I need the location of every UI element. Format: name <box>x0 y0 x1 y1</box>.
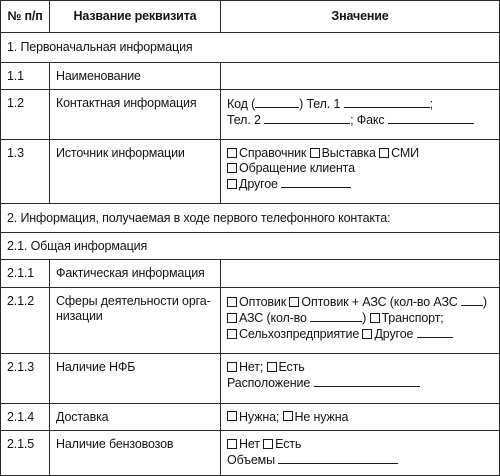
checkbox-other-activity[interactable] <box>362 329 372 339</box>
volume-label: Объемы <box>227 453 275 467</box>
label-yes: Есть <box>278 360 305 374</box>
table-header-row <box>1 1 500 33</box>
label-azs: АЗС (кол-во <box>239 311 307 325</box>
label-media: СМИ <box>391 146 419 160</box>
code-label: Код ( <box>227 97 256 111</box>
header-num: № п/п <box>1 1 50 33</box>
label-wholesaler: Оптовик <box>239 295 287 309</box>
code-close: ) <box>299 97 304 111</box>
row-num: 1.2 <box>7 96 24 110</box>
checkbox-media[interactable] <box>379 148 389 158</box>
volume-field[interactable] <box>278 452 398 464</box>
table-row-2-1-5 <box>1 431 500 476</box>
header-name: Название реквизита <box>50 1 221 33</box>
tel2-field[interactable] <box>264 112 350 124</box>
checkbox-wholesaler-azs[interactable] <box>289 297 299 307</box>
tel1-field[interactable] <box>344 96 430 108</box>
row-name-line-2: низации <box>56 309 103 323</box>
row-name: Фактическая информация <box>50 260 221 288</box>
row-num: 2.1.2 <box>7 294 35 308</box>
section-title-2: 2. Информация, получаемая в ходе первого телефонного контакта: <box>1 204 500 233</box>
checkbox-needed[interactable] <box>227 411 237 421</box>
label-client: Обращение клиента <box>239 161 355 175</box>
row-num: 1.1 <box>1 63 50 90</box>
label-transport: Транспорт; <box>381 311 444 325</box>
source-options <box>227 140 493 196</box>
row-num: 2.1.5 <box>7 437 35 451</box>
label-no: Нет <box>239 437 260 451</box>
checkbox-transport[interactable] <box>370 313 380 323</box>
label-exhibition: Выставка <box>321 146 376 160</box>
section-row-1 <box>1 33 500 63</box>
label-agri: Сельхозпредприятие <box>239 327 360 341</box>
checkbox-no[interactable] <box>227 439 237 449</box>
contact-fields <box>227 90 493 132</box>
row-value-empty[interactable] <box>221 63 500 90</box>
label-directory: Справочник <box>239 146 307 160</box>
tanker-options <box>227 431 493 472</box>
label-wholesaler-azs: Оптовик + АЗС (кол-во АЗС <box>301 295 458 309</box>
checkbox-yes[interactable] <box>263 439 273 449</box>
row-name: Наличие НФБ <box>56 360 136 374</box>
section-row-2 <box>1 204 500 233</box>
checkbox-directory[interactable] <box>227 148 237 158</box>
location-field[interactable] <box>314 375 420 387</box>
delivery-options <box>227 410 493 425</box>
row-name-line-1: Сферы деятельности орга- <box>56 294 211 308</box>
checkbox-no[interactable] <box>227 362 237 372</box>
row-name: Наименование <box>50 63 221 90</box>
label-not-needed: Не нужна <box>294 409 349 424</box>
other-field[interactable] <box>281 176 351 188</box>
semicolon: ; <box>429 97 433 111</box>
activity-options <box>227 288 493 346</box>
row-name <box>56 288 214 328</box>
checkbox-not-needed[interactable] <box>283 411 293 421</box>
row-value-empty[interactable] <box>221 260 500 288</box>
checkbox-client[interactable] <box>227 163 237 173</box>
label-other-activity: Другое <box>374 327 414 341</box>
table-row-2-1-1 <box>1 260 500 288</box>
code-field[interactable] <box>255 96 299 108</box>
azs-only-count-field[interactable] <box>310 310 362 322</box>
checkbox-wholesaler[interactable] <box>227 297 237 307</box>
location-label: Расположение <box>227 376 311 390</box>
label-yes: Есть <box>275 437 302 451</box>
row-num: 2.1.4 <box>1 404 50 431</box>
checkbox-azs[interactable] <box>227 313 237 323</box>
row-name: Доставка <box>50 404 221 431</box>
label-needed: Нужна; <box>239 409 280 424</box>
row-num: 1.3 <box>7 146 24 160</box>
checkbox-other[interactable] <box>227 179 237 189</box>
row-num: 2.1.3 <box>7 360 35 374</box>
checkbox-yes[interactable] <box>267 362 277 372</box>
label-other: Другое <box>239 177 278 191</box>
nfb-options <box>227 354 493 395</box>
row-num: 2.1.1 <box>1 260 50 288</box>
fax-field[interactable] <box>388 112 474 124</box>
azs-count-field[interactable] <box>461 294 483 306</box>
row-name: Контактная информация <box>56 96 197 110</box>
table-row-1-1 <box>1 63 500 90</box>
section-row-2-1 <box>1 233 500 260</box>
table-row-2-1-2 <box>1 288 500 354</box>
section-title-1: 1. Первоначальная информация <box>1 33 500 63</box>
checkbox-agri[interactable] <box>227 329 237 339</box>
checkbox-exhibition[interactable] <box>310 148 320 158</box>
close-paren: ) <box>482 295 487 309</box>
fax-label: ; Факс <box>350 113 385 127</box>
table-row-2-1-3 <box>1 354 500 404</box>
table-row-2-1-4 <box>1 404 500 431</box>
table-row-1-2 <box>1 90 500 140</box>
tel1-label: Тел. 1 <box>306 97 341 111</box>
header-value: Значение <box>221 1 500 33</box>
other-activity-field[interactable] <box>417 326 453 338</box>
section-title-2-1: 2.1. Общая информация <box>1 233 500 260</box>
close-paren: ) <box>362 311 367 325</box>
row-name: Наличие бензовозов <box>56 437 174 451</box>
label-no: Нет; <box>239 360 264 374</box>
tel2-label: Тел. 2 <box>227 113 261 127</box>
table-row-1-3 <box>1 140 500 204</box>
row-name: Источник информации <box>56 146 185 160</box>
